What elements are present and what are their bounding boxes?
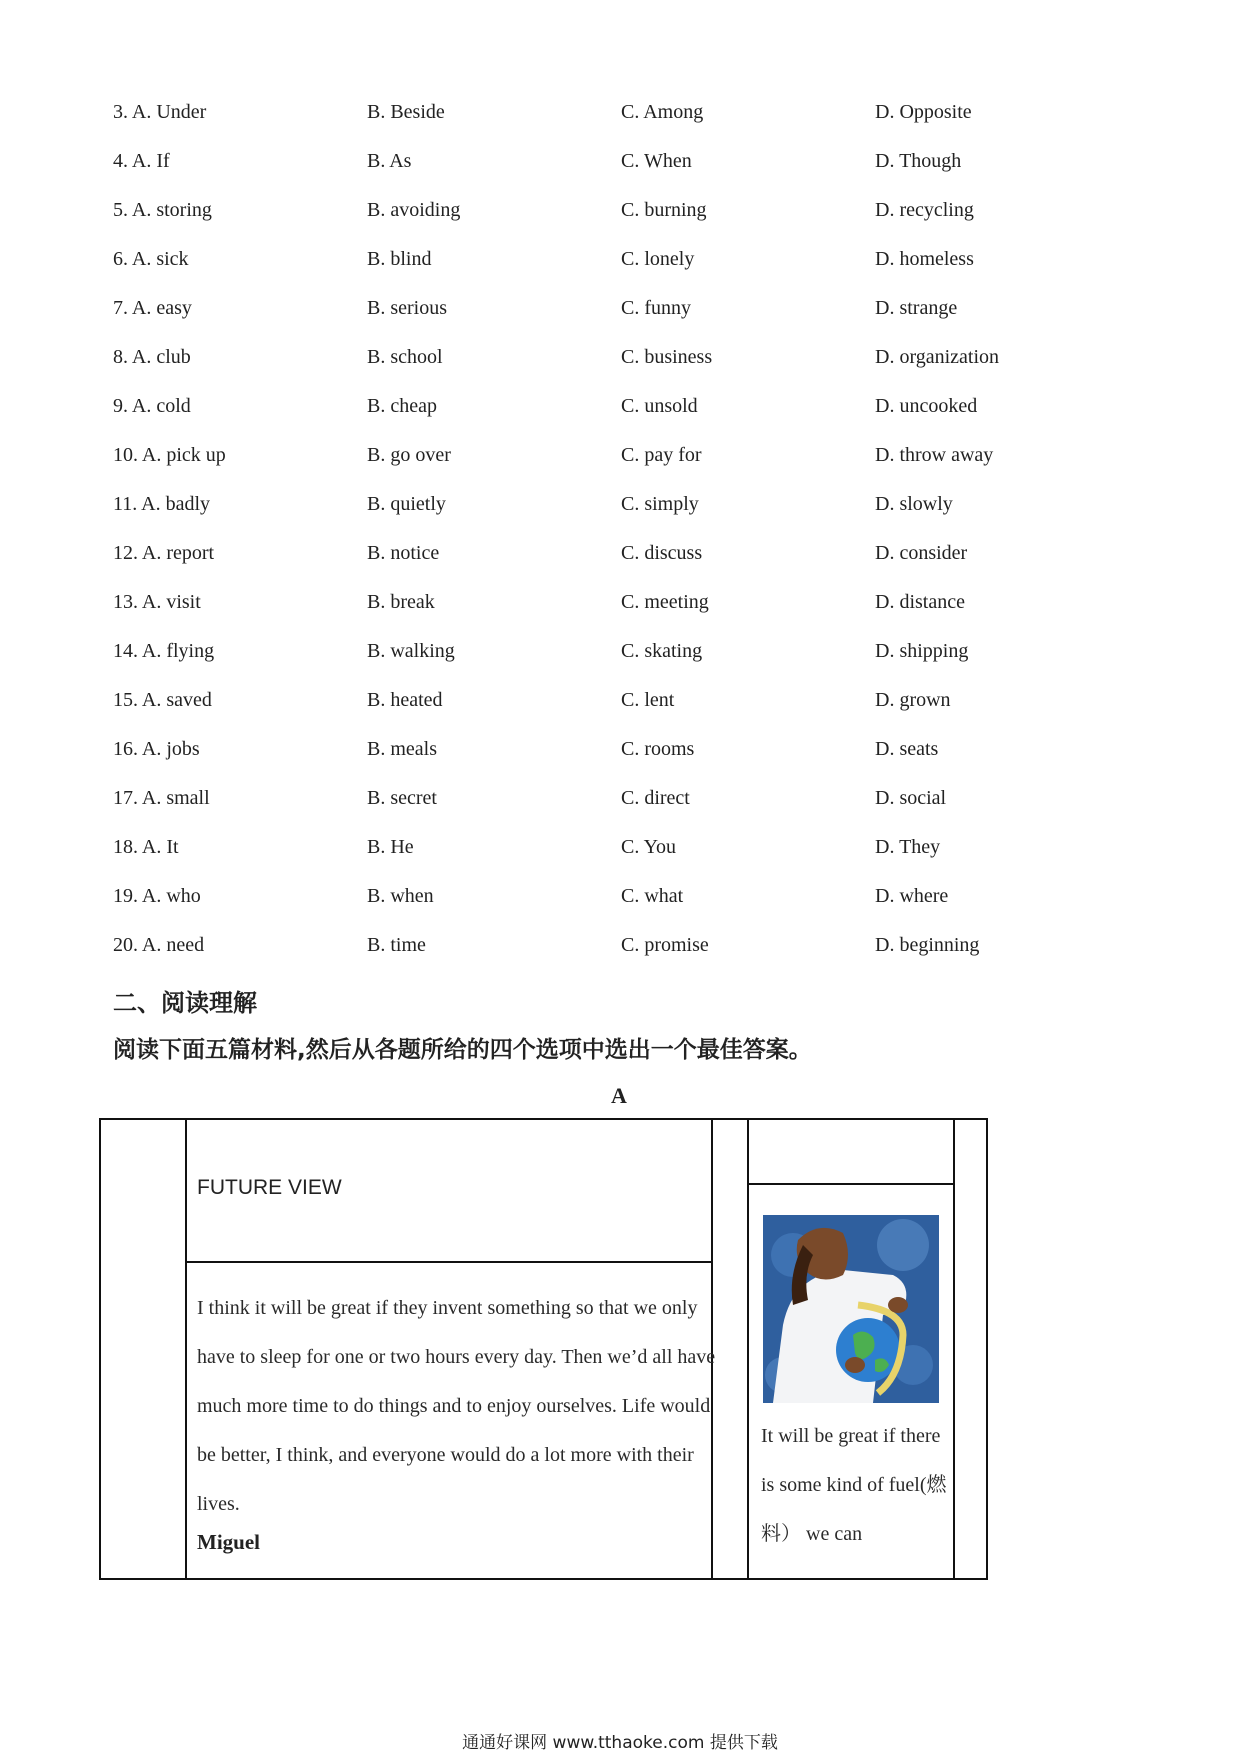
- question-row: [113, 639, 1113, 688]
- option-a: 7. A. easy: [113, 297, 192, 319]
- option-c: C. lonely: [621, 248, 695, 270]
- section-title: 二、阅读理解: [113, 989, 257, 1017]
- options-list: [113, 100, 1113, 982]
- option-c: C. burning: [621, 199, 707, 221]
- option-d: D. recycling: [875, 199, 974, 221]
- option-a: 5. A. storing: [113, 199, 212, 221]
- question-row: [113, 247, 1113, 296]
- option-b: B. cheap: [367, 395, 437, 417]
- option-b: B. break: [367, 591, 435, 613]
- page-footer: 通通好课网 www.tthaoke.com 提供下载: [462, 1733, 778, 1753]
- question-row: [113, 198, 1113, 247]
- option-c: C. unsold: [621, 395, 698, 417]
- question-row: [113, 933, 1113, 982]
- miguel-paragraph: I think it will be great if they invent something so that we only have to sleep for one or two hours every day. Then we’d all have much more time to do things and to enjoy ourselves. Life would be better, I think, and everyone would do a lot more with their lives.: [197, 1297, 716, 1515]
- option-d: D. slowly: [875, 493, 953, 515]
- question-row: [113, 492, 1113, 541]
- question-row: [113, 443, 1113, 492]
- option-b: B. when: [367, 885, 434, 907]
- option-d: D. where: [875, 885, 949, 907]
- question-row: [113, 737, 1113, 786]
- option-d: D. Though: [875, 150, 962, 172]
- option-d: D. Opposite: [875, 101, 972, 123]
- option-d: D. throw away: [875, 444, 994, 466]
- option-a: 15. A. saved: [113, 689, 212, 711]
- section-instruction: 阅读下面五篇材料,然后从各题所给的四个选项中选出一个最佳答案。: [113, 1037, 812, 1063]
- option-d: D. organization: [875, 346, 1000, 368]
- option-a: 18. A. It: [113, 836, 179, 858]
- table-title: FUTURE VIEW: [197, 1176, 342, 1199]
- option-d: D. strange: [875, 297, 958, 319]
- table-divider: [185, 1120, 187, 1578]
- option-d: D. seats: [875, 738, 939, 760]
- option-b: B. meals: [367, 738, 437, 760]
- miguel-name: Miguel: [197, 1530, 260, 1554]
- option-a: 20. A. need: [113, 934, 205, 956]
- question-row: [113, 590, 1113, 639]
- option-c: C. direct: [621, 787, 690, 809]
- option-c: C. pay for: [621, 444, 702, 466]
- option-c: C. funny: [621, 297, 691, 319]
- option-a: 13. A. visit: [113, 591, 201, 613]
- option-c: C. what: [621, 885, 684, 907]
- passage-letter: A: [611, 1083, 627, 1108]
- option-a: 17. A. small: [113, 787, 210, 809]
- option-c: C. rooms: [621, 738, 695, 760]
- option-c: C. discuss: [621, 542, 703, 564]
- option-b: B. Beside: [367, 101, 445, 123]
- option-d: D. social: [875, 787, 947, 809]
- option-a: 16. A. jobs: [113, 738, 200, 760]
- option-d: D. distance: [875, 591, 965, 613]
- future-view-table: [99, 1118, 988, 1580]
- option-a: 8. A. club: [113, 346, 191, 368]
- option-a: 12. A. report: [113, 542, 215, 564]
- question-row: [113, 835, 1113, 884]
- option-b: B. walking: [367, 640, 455, 662]
- question-row: [113, 100, 1113, 149]
- option-c: C. business: [621, 346, 713, 368]
- option-a: 19. A. who: [113, 885, 201, 907]
- question-row: [113, 296, 1113, 345]
- table-divider: [747, 1183, 955, 1185]
- option-c: C. lent: [621, 689, 675, 711]
- option-d: D. shipping: [875, 640, 969, 662]
- option-b: B. school: [367, 346, 443, 368]
- option-b: B. He: [367, 836, 414, 858]
- option-b: B. As: [367, 150, 412, 172]
- side-paragraph: It will be great if there is some kind of fuel(燃料） we can: [761, 1425, 947, 1545]
- question-row: [113, 688, 1113, 737]
- question-row: [113, 786, 1113, 835]
- option-c: C. meeting: [621, 591, 709, 613]
- scientist-globe-image: [763, 1215, 939, 1403]
- option-b: B. go over: [367, 444, 451, 466]
- option-c: C. simply: [621, 493, 699, 515]
- option-c: C. promise: [621, 934, 709, 956]
- question-row: [113, 884, 1113, 933]
- option-b: B. avoiding: [367, 199, 461, 221]
- option-d: D. They: [875, 836, 941, 858]
- option-d: D. homeless: [875, 248, 974, 270]
- option-b: B. serious: [367, 297, 447, 319]
- option-a: 14. A. flying: [113, 640, 215, 662]
- option-c: C. You: [621, 836, 677, 858]
- option-a: 6. A. sick: [113, 248, 189, 270]
- question-row: [113, 345, 1113, 394]
- table-divider: [953, 1120, 955, 1578]
- option-d: D. consider: [875, 542, 968, 564]
- option-c: C. When: [621, 150, 692, 172]
- option-b: B. notice: [367, 542, 440, 564]
- table-divider: [747, 1120, 749, 1578]
- question-row: [113, 394, 1113, 443]
- option-a: 3. A. Under: [113, 101, 207, 123]
- option-a: 11. A. badly: [113, 493, 211, 515]
- question-row: [113, 541, 1113, 590]
- option-c: C. skating: [621, 640, 703, 662]
- option-b: B. secret: [367, 787, 437, 809]
- option-b: B. quietly: [367, 493, 446, 515]
- option-b: B. blind: [367, 248, 432, 270]
- question-row: [113, 149, 1113, 198]
- option-d: D. grown: [875, 689, 951, 711]
- option-a: 4. A. If: [113, 150, 170, 172]
- option-c: C. Among: [621, 101, 704, 123]
- option-b: B. time: [367, 934, 426, 956]
- option-d: D. uncooked: [875, 395, 978, 417]
- table-divider: [185, 1261, 713, 1263]
- option-b: B. heated: [367, 689, 443, 711]
- option-d: D. beginning: [875, 934, 980, 956]
- option-a: 10. A. pick up: [113, 444, 226, 466]
- option-a: 9. A. cold: [113, 395, 191, 417]
